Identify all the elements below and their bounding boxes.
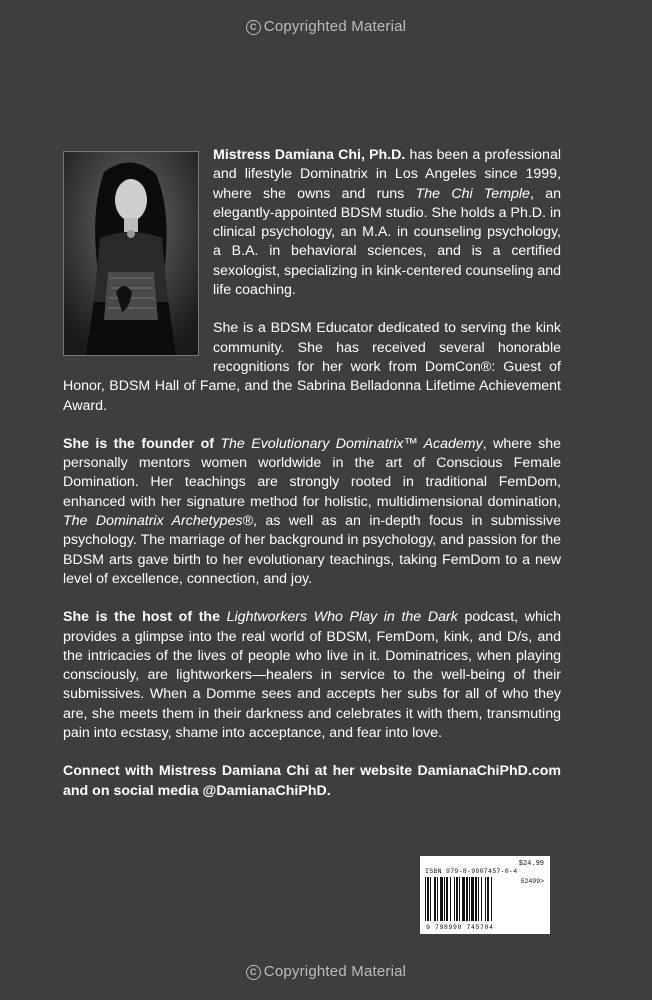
- bio-paragraph-4: She is the host of the Lightworkers Who Play in the Dark podcast, which provides a glimpse into the real world of BDSM, FemDom, kink, and D/s, and the intricacies of the lives of people who live in it. Dominatrices, when playing consciously, are lightworkers—healers in service to the well-being of their submissives. When a Domme sees and accepts her subs for all of who they are, she meets them in their darkness and celebrates it with them, transmuting pain into ecstasy, shame into acceptance, and fear into love.: [63, 609, 561, 742]
- copyright-watermark-bottom: C Copyrighted Material: [0, 963, 652, 980]
- isbn-barcode: [420, 856, 550, 934]
- barcode-bar: [492, 877, 493, 921]
- bio-paragraph-3: She is the founder of The Evolutionary Dominatrix™ Academy, where she personally mentors women worldwide in the art of Conscious Female Domination. Her teachings are strongly rooted in traditional FemDom, enhanced with her signature method for holistic, multidimensional domination, The Dominatrix Archetypes®, as well as an in-depth focus in submissive psychology. The marriage of her background in psychology, and passion for the BDSM arts gave birth to her evolutionary teachings, taking FemDom to a new level of excellence, connection, and joy.: [63, 435, 561, 587]
- barcode-price: $24.99: [518, 860, 544, 868]
- copyright-icon: C: [246, 965, 261, 980]
- bio-paragraph-1: Mistress Damiana Chi, Ph.D. has been a professional and lifestyle Dominatrix in Los Angeles since 1999, where she owns and runs The Chi Temple, an elegantly-appointed BDSM studio. She holds a Ph.D. in clinical psychology, an M.A. in counseling psychology, a B.A. in behavioral sciences, and is a certified sexologist, specializing in kink-centered counseling and life coaching.: [213, 147, 562, 299]
- author-bio: [63, 146, 561, 820]
- bio-paragraph-2: She is a BDSM Educator dedicated to serving the kink community. She has received several honorable recognitions for her work from DomCon®: Guest of Honor, BDSM Hall of Fame, and the Sabrina Belladonna Lifetime Achievement Award.: [63, 320, 561, 414]
- copyright-icon: C: [246, 20, 261, 35]
- copyright-watermark-top: C Copyrighted Material: [0, 18, 652, 35]
- barcode-number: 9 798990 745704: [426, 924, 494, 931]
- bio-paragraph-5: Connect with Mistress Damiana Chi at her website DamianaChiPhD.com and on social media @DamianaChiPhD.: [63, 763, 561, 799]
- author-photo: [63, 151, 199, 356]
- barcode-addon: 52499>: [520, 878, 544, 885]
- barcode-isbn: ISBN 979-8-9907457-0-4: [425, 868, 518, 875]
- author-portrait-image: [64, 152, 198, 355]
